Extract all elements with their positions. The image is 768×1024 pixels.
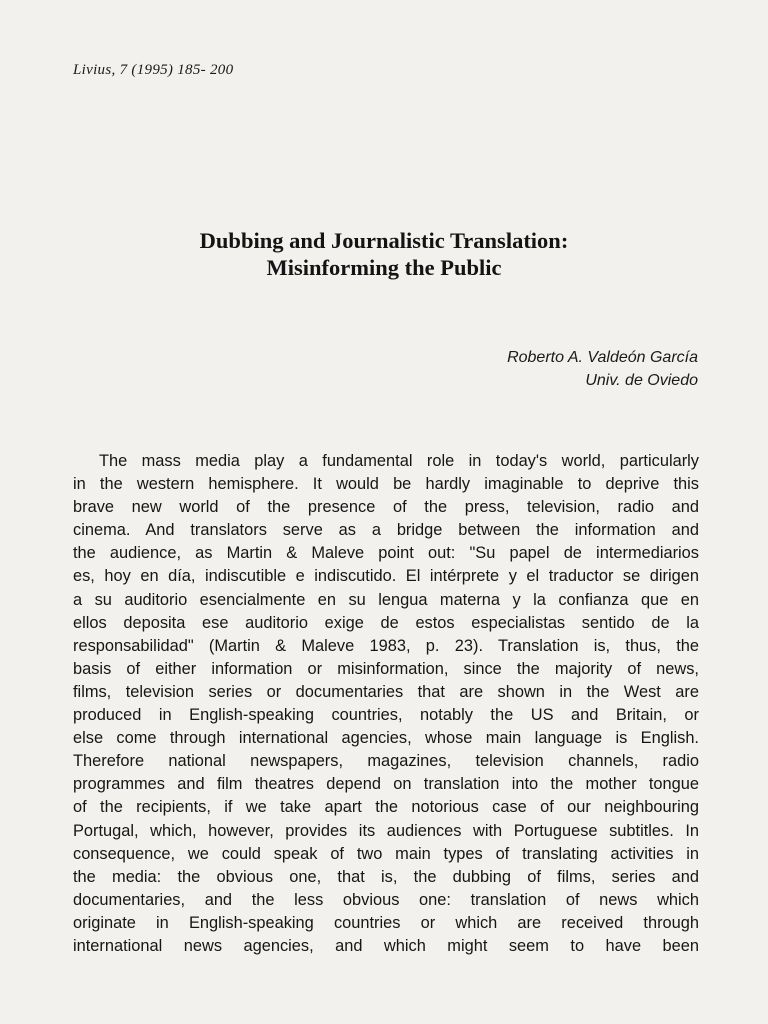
body-line: Therefore national newspapers, magazines, television channels, radio [73,752,699,771]
body-line: else come through international agencies, whose main language is English. [73,729,699,748]
body-line: cinema. And translators serve as a bridge between the information and [73,521,699,540]
article-title-line-2: Misinforming the Public [266,255,502,280]
body-line: Portugal, which, however, provides its audiences with Portuguese subtitles. In [73,821,699,840]
body-line: produced in English-speaking countries, notably the US and Britain, or [73,706,699,725]
body-line: of the recipients, if we take apart the notorious case of our neighbouring [73,798,699,817]
body-line: responsabilidad" (Martin & Maleve 1983, p. 23). Translation is, thus, the [73,636,699,655]
body-line: originate in English-speaking countries or which are received through [73,913,699,932]
author-byline [507,346,698,392]
body-line: ellos deposita ese auditorio exige de estos especialistas sentido de la [73,613,699,632]
body-line: consequence, we could speak of two main types of translating activities in [73,844,699,863]
body-line: The mass media play a fundamental role in today's world, particularly [99,452,699,470]
body-line: brave new world of the presence of the press, television, radio and [73,498,699,517]
body-line: es, hoy en día, indiscutible e indiscutido. El intérprete y el traductor se dirigen [73,567,699,586]
article-title-line-1: Dubbing and Journalistic Translation: [199,228,569,253]
author-affiliation: Univ. de Oviedo [585,372,698,389]
body-line: basis of either information or misinformation, since the majority of news, [73,659,699,678]
running-head-citation: Livius, 7 (1995) 185- 200 [73,62,234,78]
body-line: films, television series or documentaries that are shown in the West are [73,682,699,701]
body-line: documentaries, and the less obvious one: translation of news which [73,890,699,909]
body-line: in the western hemisphere. It would be hardly imaginable to deprive this [73,475,699,494]
body-line: international news agencies, and which might seem to have been [73,936,699,955]
body-line: programmes and film theatres depend on translation into the mother tongue [73,775,699,794]
body-paragraph [73,450,699,958]
body-line: a su auditorio esencialmente en su lengua materna y la confianza que en [73,590,699,609]
author-name: Roberto A. Valdeón García [507,349,698,366]
body-line: the audience, as Martin & Maleve point out: "Su papel de intermediarios [73,544,699,563]
body-line: the media: the obvious one, that is, the dubbing of films, series and [73,867,699,886]
article-title [0,227,768,281]
